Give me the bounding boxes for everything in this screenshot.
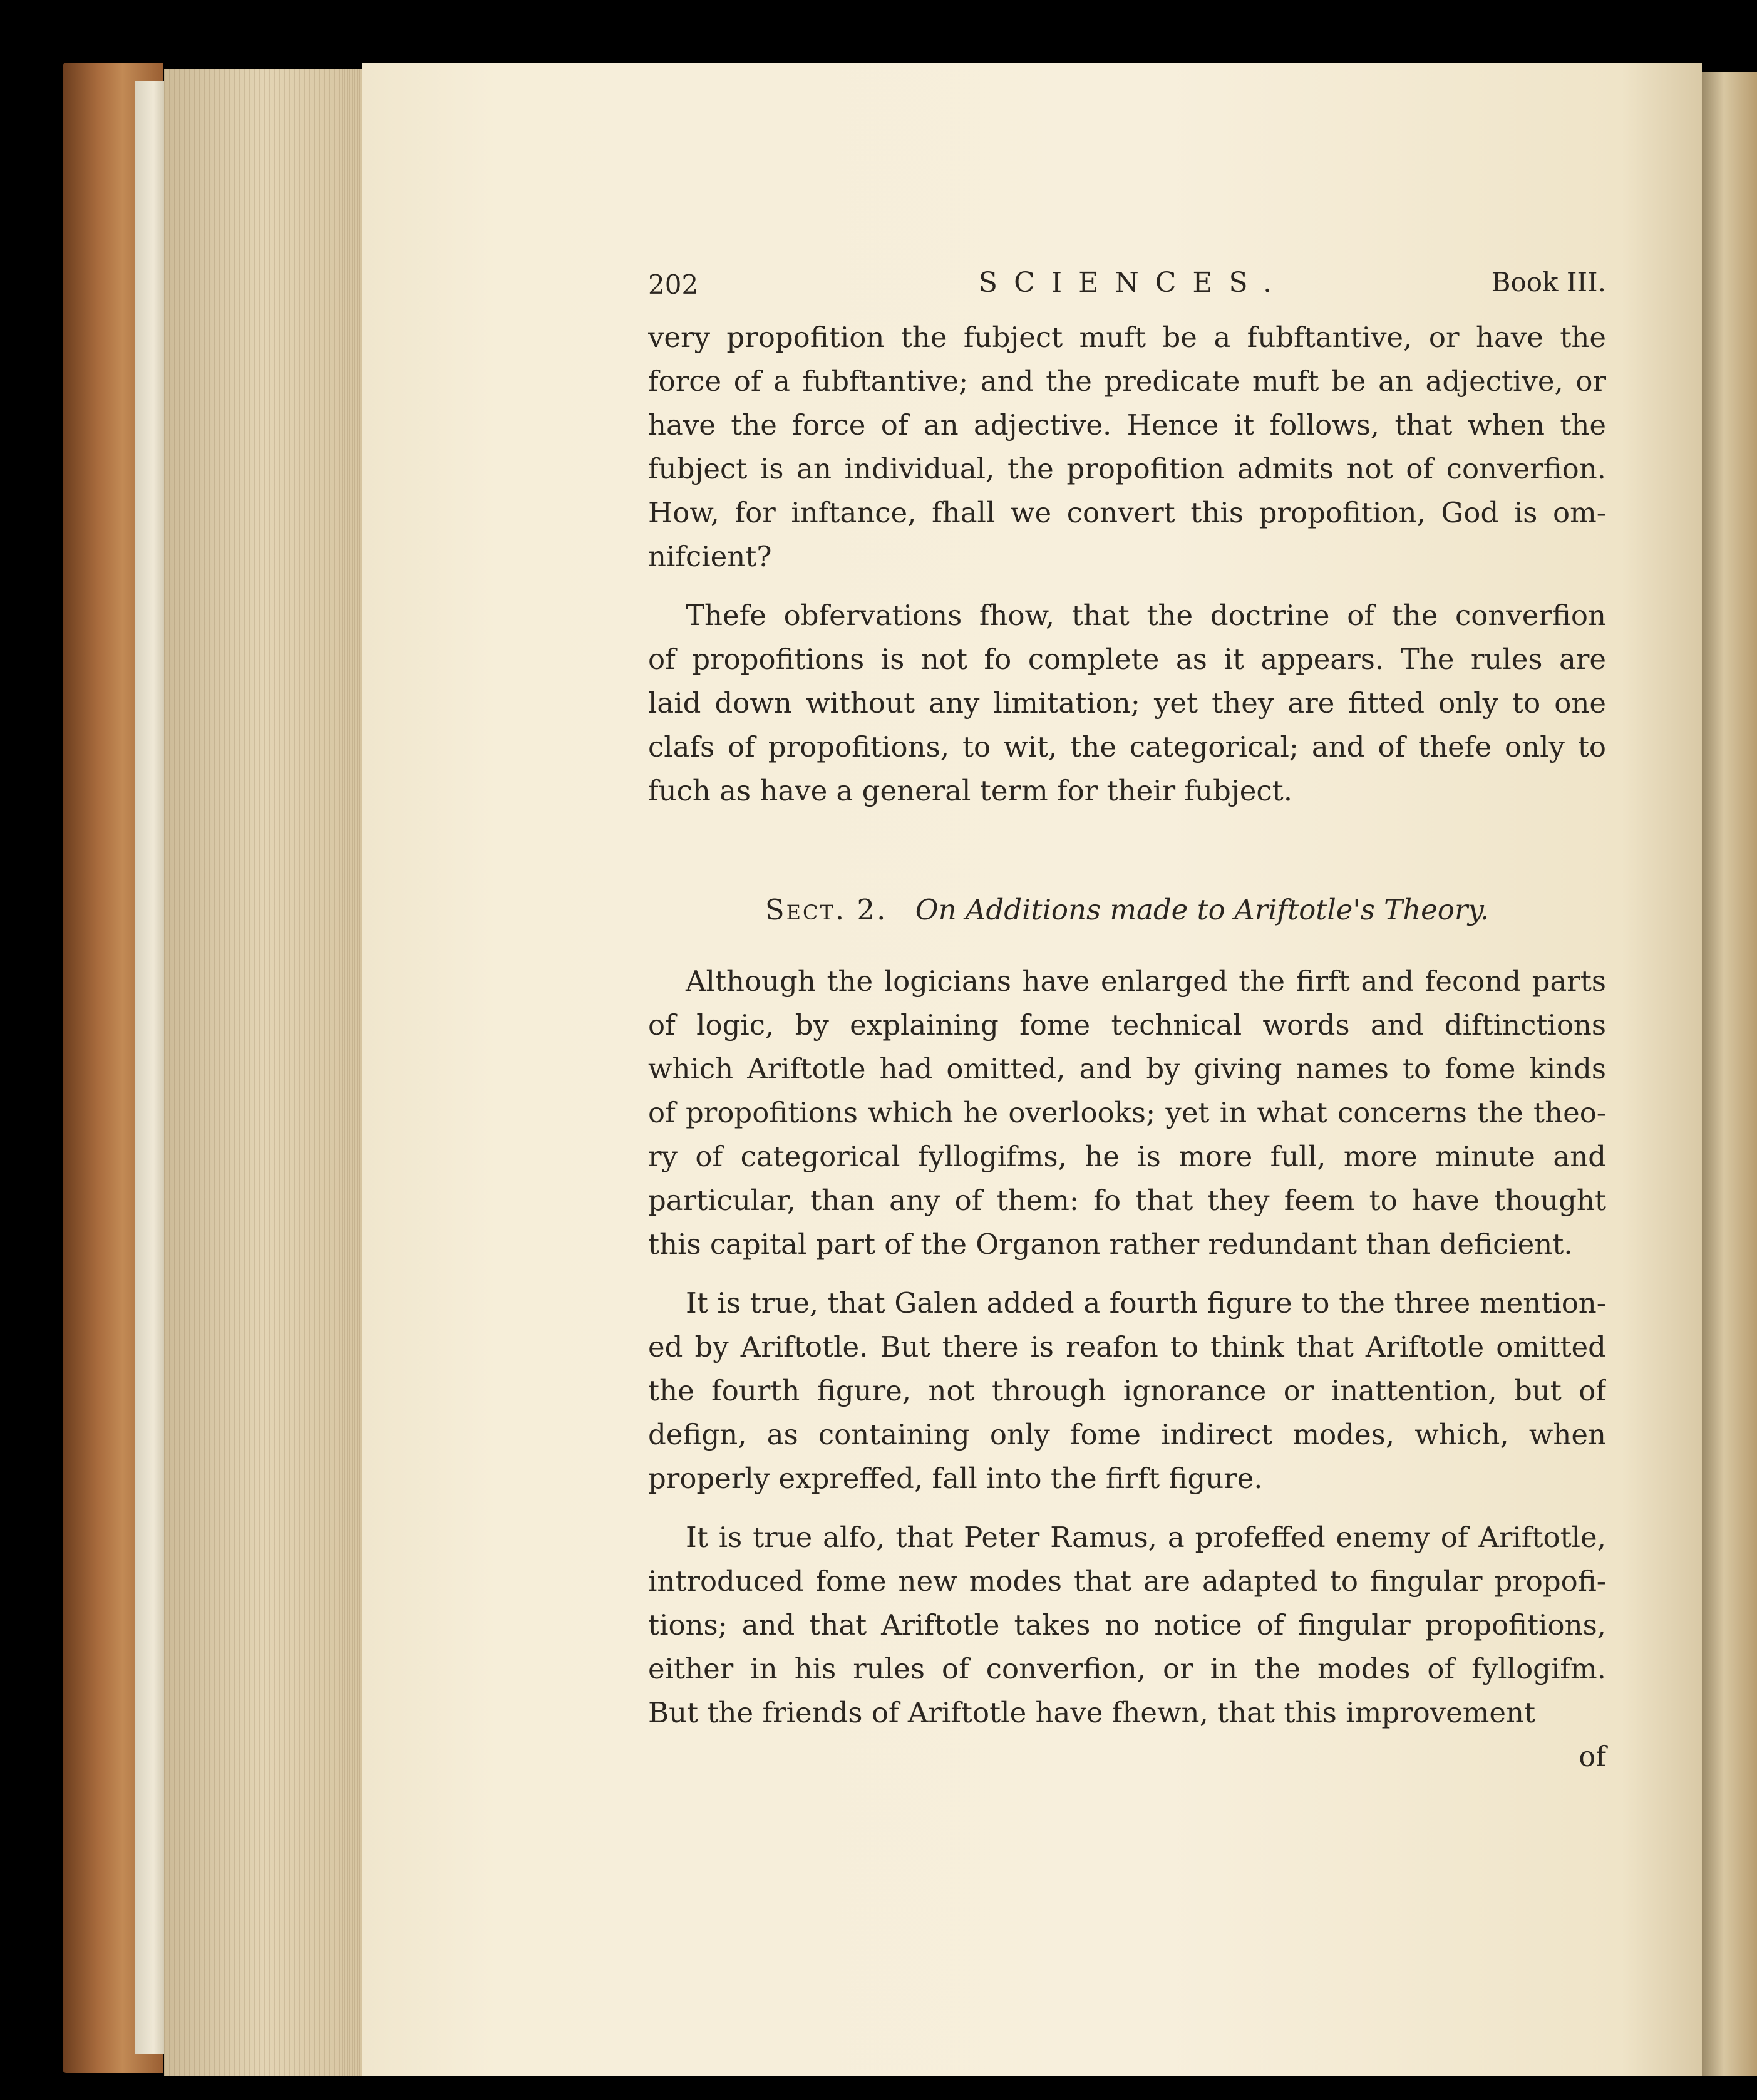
paragraph: [648, 316, 1606, 579]
opening-paragraphs: [648, 316, 1606, 813]
section-paragraphs: [648, 959, 1606, 1735]
text-line: introduced fome new modes that are adapted to fingular propofi-: [648, 1565, 1606, 1598]
catchword: of: [1579, 1740, 1606, 1773]
text-line: Although the logicians have enlarged the firft and fecond parts: [686, 965, 1606, 998]
text-block: [648, 263, 1606, 1779]
page-edges: [164, 69, 364, 2076]
text-line: nifcient?: [648, 540, 772, 573]
text-line: either in his rules of converfion, or in the modes of fyllogifm.: [648, 1652, 1606, 1685]
paragraph-gap: [648, 1266, 1606, 1281]
text-line: of logic, by explaining fome technical words and diftinctions: [648, 1008, 1606, 1042]
book-label: Book III.: [1491, 267, 1606, 297]
text-line: particular, than any of them: fo that they feem to have thought: [648, 1184, 1606, 1217]
paragraph: [648, 1516, 1606, 1735]
text-line: Thefe obfervations fhow, that the doctrine of the converfion: [686, 599, 1606, 632]
text-line: of propofitions is not fo complete as it appears. The rules are: [648, 643, 1606, 676]
text-line: the fourth figure, not through ignorance or inattention, but of: [648, 1374, 1606, 1407]
text-line: fuch as have a general term for their fubject.: [648, 774, 1293, 807]
section-label: Sect. 2.: [765, 893, 888, 926]
text-line: How, for inftance, fhall we convert this propofition, God is om-: [648, 496, 1606, 529]
text-line: It is true, that Galen added a fourth figure to the three mention-: [686, 1286, 1606, 1320]
text-line: very propofition the fubject muft be a fubftantive, or have the: [648, 321, 1606, 354]
text-line: of propofitions which he overlooks; yet in what concerns the theo-: [648, 1096, 1606, 1129]
text-line: properly expreffed, fall into the firft figure.: [648, 1462, 1263, 1495]
text-line: which Ariftotle had omitted, and by giving names to fome kinds: [648, 1052, 1606, 1085]
endpaper-edge: [135, 81, 166, 2054]
text-line: this capital part of the Organon rather redundant than deficient.: [648, 1228, 1573, 1261]
text-line: force of a fubftantive; and the predicate muft be an adjective, or: [648, 365, 1606, 398]
section-title: On Additions made to Ariftotle's Theory.: [915, 893, 1490, 926]
text-line: tions; and that Ariftotle takes no notice of fingular propofitions,: [648, 1608, 1606, 1642]
page-header: [648, 263, 1606, 307]
text-line: laid down without any limitation; yet they are fitted only to one: [648, 686, 1606, 720]
facing-page-edge: [1702, 72, 1757, 2076]
running-title: SCIENCES.: [978, 267, 1289, 299]
paragraph: [648, 594, 1606, 813]
paragraph: [648, 959, 1606, 1266]
page-number: 202: [648, 269, 699, 300]
paragraph-gap: [648, 579, 1606, 594]
text-line: fubject is an individual, the propofition admits not of converfion.: [648, 452, 1606, 485]
text-line: have the force of an adjective. Hence it follows, that when the: [648, 408, 1606, 442]
section-heading: [648, 888, 1606, 932]
text-line: It is true alfo, that Peter Ramus, a profeffed enemy of Ariftotle,: [686, 1521, 1606, 1554]
text-line: clafs of propofitions, to wit, the categorical; and of thefe only to: [648, 730, 1606, 763]
text-line: But the friends of Ariftotle have fhewn, that this improvement: [648, 1696, 1536, 1729]
text-line: ed by Ariftotle. But there is reafon to think that Ariftotle omitted: [648, 1330, 1606, 1363]
paragraph-gap: [648, 1501, 1606, 1516]
text-line: defign, as containing only fome indirect modes, which, when: [648, 1418, 1606, 1451]
text-line: ry of categorical fyllogifms, he is more full, more minute and: [648, 1140, 1606, 1173]
paragraph: [648, 1281, 1606, 1501]
